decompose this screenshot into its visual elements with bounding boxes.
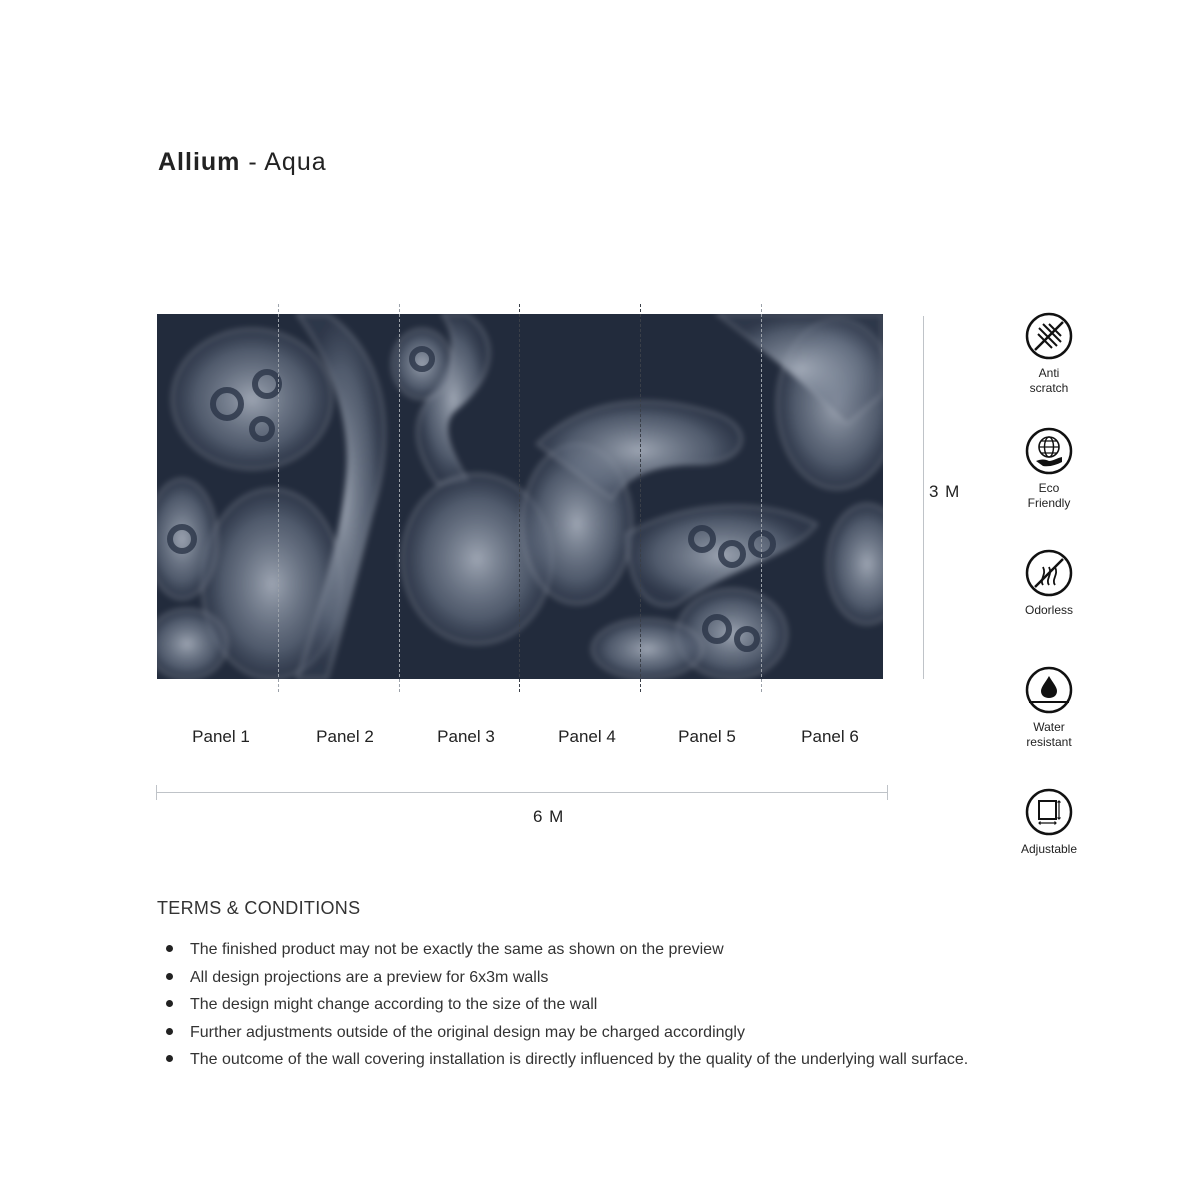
panel-label-4: Panel 4 [558, 727, 616, 746]
feature-label [1010, 603, 1088, 618]
panel-divider [399, 304, 400, 692]
feature-label-line1: Eco [1038, 481, 1060, 495]
feature-label [1010, 366, 1088, 396]
feature-odorless [1010, 549, 1088, 618]
width-dimension-line [157, 792, 887, 793]
title-separator: - [240, 148, 265, 176]
feature-label-line1: Water [1033, 720, 1065, 734]
adjustable-icon [1025, 788, 1073, 836]
panel-label-3: Panel 3 [437, 727, 495, 746]
feature-eco-friendly [1010, 427, 1088, 511]
water-resistant-icon [1025, 666, 1073, 714]
height-dimension-label: 3 M [929, 482, 961, 501]
product-variant: Aqua [264, 148, 327, 176]
feature-label [1010, 842, 1088, 857]
feature-label [1010, 481, 1088, 511]
width-dimension-tick [156, 785, 157, 800]
product-title [158, 148, 327, 177]
feature-label-line1: Anti [1038, 366, 1060, 380]
feature-adjustable [1010, 788, 1088, 857]
feature-label-line1: Odorless [1024, 603, 1074, 617]
feature-water-resistant [1010, 666, 1088, 750]
feature-label [1010, 720, 1088, 750]
panel-label-1: Panel 1 [192, 727, 250, 746]
feature-label-line2: resistant [1026, 735, 1072, 749]
width-dimension-label: 6 M [533, 807, 565, 826]
panel-divider [519, 304, 520, 692]
terms-item-text: The design might change according to the size of the wall [190, 996, 598, 1013]
terms-item [160, 1046, 968, 1074]
product-name: Allium [158, 148, 241, 176]
panel-divider [640, 304, 641, 692]
bullet-icon [166, 1055, 173, 1062]
terms-item-text: The outcome of the wall covering installation is directly influenced by the quality of the underlying wall surface. [190, 1051, 969, 1068]
mural-preview [157, 314, 883, 679]
terms-item [160, 991, 968, 1019]
bullet-icon [166, 945, 173, 952]
eco-friendly-icon [1025, 427, 1073, 475]
panel-label-6: Panel 6 [801, 727, 859, 746]
odorless-icon [1025, 549, 1073, 597]
terms-item-text: All design projections are a preview for 6x3m walls [190, 968, 549, 986]
terms-item-text: The finished product may not be exactly the same as shown on the preview [190, 941, 724, 958]
feature-label-line2: scratch [1029, 381, 1069, 395]
terms-item [160, 1019, 968, 1047]
panel-divider [761, 304, 762, 692]
panel-label-5: Panel 5 [678, 727, 736, 746]
terms-item-text: Further adjustments outside of the original design may be charged accordingly [190, 1023, 745, 1041]
width-dimension-tick [887, 785, 888, 800]
bullet-icon [166, 1000, 173, 1007]
panel-label-2: Panel 2 [316, 727, 374, 746]
height-dimension-line [923, 316, 924, 679]
terms-item [160, 964, 968, 992]
bullet-icon [166, 1028, 173, 1035]
feature-label-line2: Friendly [1027, 496, 1071, 510]
mural-artwork [157, 314, 883, 679]
feature-label-line1: Adjustable [1020, 842, 1078, 856]
terms-heading: TERMS & CONDITIONS [157, 898, 361, 918]
terms-item [160, 936, 968, 964]
panel-divider [278, 304, 279, 692]
anti-scratch-icon [1025, 312, 1073, 360]
feature-anti-scratch [1010, 312, 1088, 396]
terms-list [160, 936, 968, 1074]
bullet-icon [166, 973, 173, 980]
